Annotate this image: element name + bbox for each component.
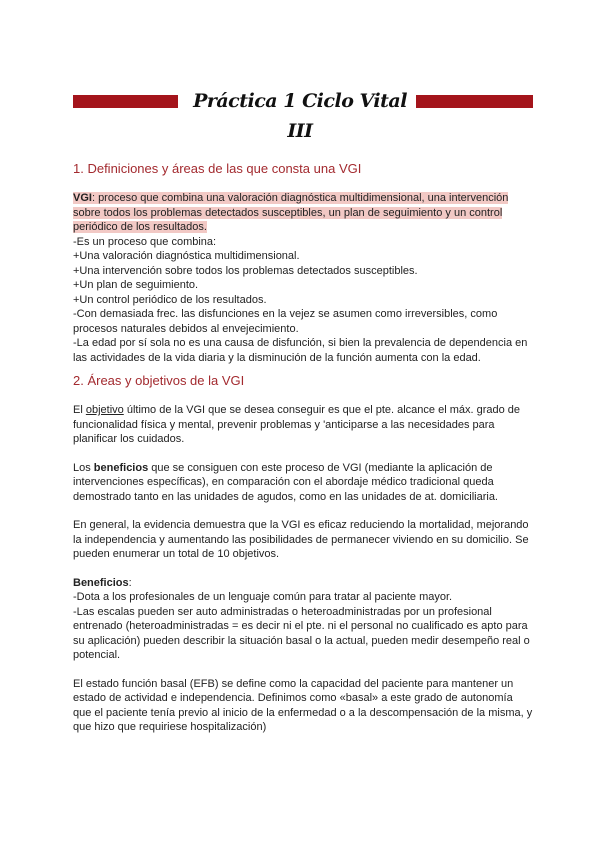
title-bar-right [416,95,533,108]
section-heading-1: 1. Definiciones y áreas de las que consta una VGI [73,161,362,176]
objective-term: objetivo [85,404,124,416]
benefits-paragraph: Los beneficios que se consiguen con este proceso de VGI (mediante la aplicación de intervenciones específicas), en comparación con el abordaje médico tradicional queda demostrado tanto en las unidades de agudos, como en las unidades de at. domiciliaria. [73,461,498,503]
list-line: -Es un proceso que combina: [73,235,217,248]
efb-paragraph: El estado función basal (EFB) se define como la capacidad del paciente para mantener un estado de actividad e independencia. Definimos como «basal» a este grado de autonomía que el paciente tenía previo al inicio de la enfermedad o a la descompensación de la misma, y que hizo que requiriese hospitalización) [73,677,533,733]
objective-paragraph: El objetivo último de la VGI que se desea conseguir es que el pte. alcance el máx. grado de funcionalidad física y mental, prevenir problemas y 'anticiparse a las necesidades para planificar los cuidados. [73,404,521,445]
list-line: +Un control periódico de los resultados. [73,293,267,306]
list-line: +Una intervención sobre todos los problemas detectados susceptibles. [73,264,418,277]
list-line: -La edad por sí sola no es una causa de disfunción, si bien la prevalencia de dependencia en las actividades de la vida diaria y la disminución de la función aumenta con la edad. [73,337,528,364]
definition-text: : proceso que combina una valoración diagnóstica multidimensional, una intervención sobre todos los problemas detectados susceptibles, un plan de seguimiento y un control periódico de los resultados. [73,192,509,233]
title-row [73,86,533,142]
definition-term: VGI [73,192,92,204]
section-heading-2: 2. Áreas y objetivos de la VGI [73,373,245,388]
page-title: Práctica 1 Ciclo Vital III [193,90,407,142]
list-line: -Dota a los profesionales de un lenguaje común para tratar al paciente mayor. [73,591,453,603]
definition-paragraph [73,191,533,235]
list-line: -Con demasiada frec. las disfunciones en la vejez se asumen como irreversibles, como procesos naturales debidos al envejecimiento. [73,308,498,335]
title-bar-left [73,95,178,108]
list-line: +Un plan de seguimiento. [73,279,199,291]
document-body [73,160,533,735]
benefits-heading: Beneficios: [73,576,132,589]
list-line: +Una valoración diagnóstica multidimensional. [73,250,300,262]
list-line: -Las escalas pueden ser auto administradas o heteroadministradas por un profesional entrenado (heteroadministradas = es decir ni el pte. ni el personal no cualificado es apto para su aplicación) pueden describir la situación basal o la actual, pueden medir desempeño real o potencial. [73,605,530,661]
evidence-paragraph: En general, la evidencia demuestra que la VGI es eficaz reduciendo la mortalidad, mejorando la independencia y aumentando las posibilidades de permanecer viviendo en su domicilio. Se pueden enumerar un total de 10 objetivos. [73,519,529,560]
benefits-term: beneficios [93,461,149,474]
